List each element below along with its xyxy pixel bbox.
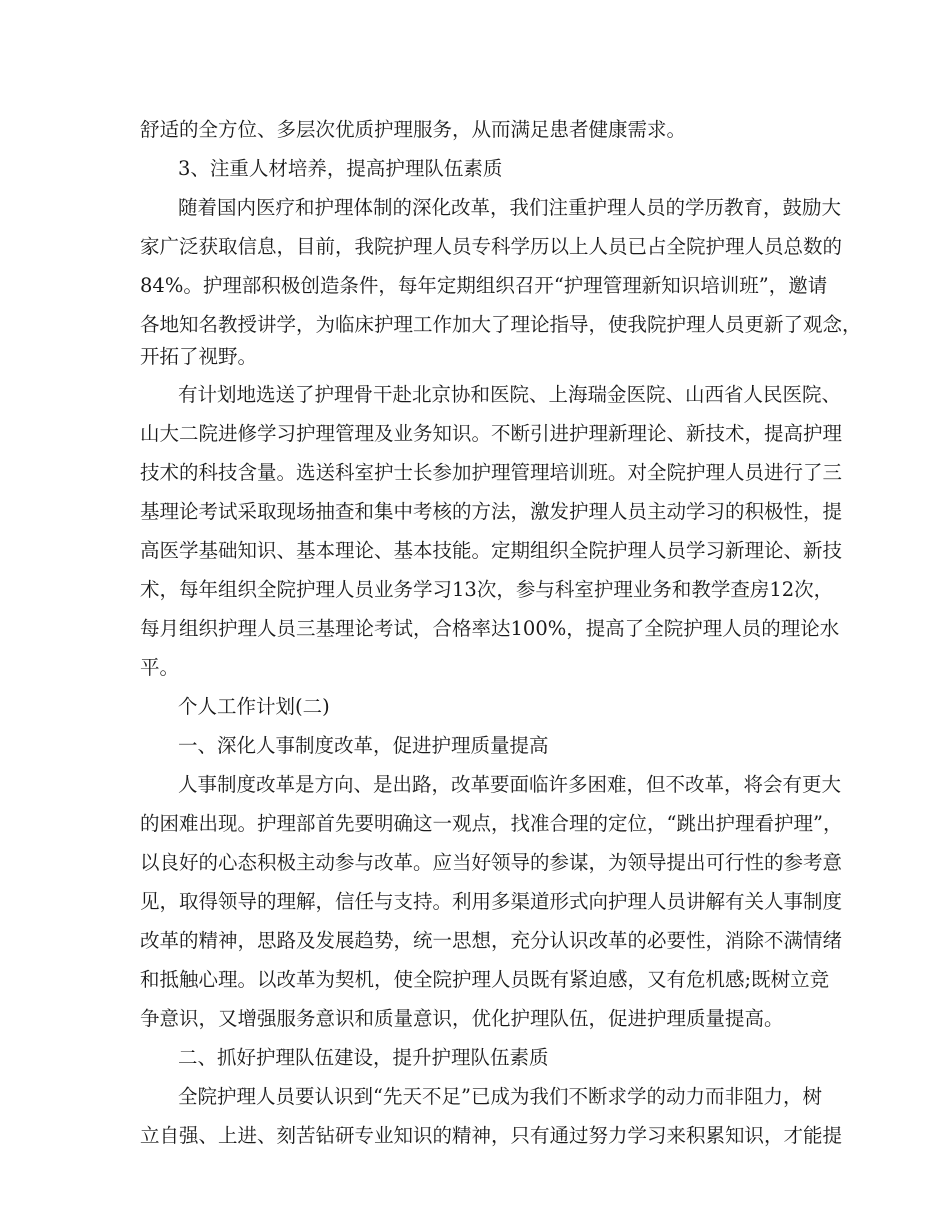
paragraph-line: 高医学基础知识、基本理论、基本技能。定期组织全院护理人员学习新理论、新技: [140, 539, 843, 562]
section-heading: 二、抓好护理队伍建设，提升护理队伍素质: [178, 1046, 549, 1069]
paragraph-line: 开拓了视野。: [140, 345, 258, 368]
paragraph-line: 人事制度改革是方向、是出路，改革要面临许多困难，但不改革，将会有更大: [178, 773, 842, 796]
section-heading: 一、深化人事制度改革，促进护理质量提高: [178, 734, 549, 757]
paragraph-line: 和抵触心理。以改革为契机，使全院护理人员既有紧迫感，又有危机感;既树立竞: [140, 968, 830, 991]
paragraph-line: 家广泛获取信息，目前，我院护理人员专科学历以上人员已占全院护理人员总数的: [140, 235, 843, 258]
paragraph-line: 争意识，又增强服务意识和质量意识，优化护理队伍，促进护理质量提高。: [140, 1007, 784, 1030]
paragraph-line: 全院护理人员要认识到“先天不足”已成为我们不断求学的动力而非阻力，树: [178, 1085, 822, 1108]
paragraph-line: 每月组织护理人员三基理论考试，合格率达100%，提高了全院护理人员的理论水: [140, 617, 840, 640]
paragraph-line: 立自强、上进、刻苦钻研专业知识的精神，只有通过努力学习来积累知识，才能提: [140, 1124, 843, 1147]
paragraph-line: 各地知名教授讲学，为临床护理工作加大了理论指导，使我院护理人员更新了观念，: [140, 313, 862, 336]
paragraph-line: 见，取得领导的理解，信任与支持。利用多渠道形式向护理人员讲解有关人事制度: [140, 890, 843, 913]
paragraph-line: 基理论考试采取现场抽查和集中考核的方法，激发护理人员主动学习的积极性，提: [140, 500, 843, 523]
paragraph-line: 84%。护理部积极创造条件，每年定期组织召开“护理管理新知识培训班”，邀请: [140, 274, 828, 297]
paragraph-line: 的困难出现。护理部首先要明确这一观点，找准合理的定位，“跳出护理看护理”，: [140, 812, 843, 835]
paragraph-line: 技术的科技含量。选送科室护士长参加护理管理培训班。对全院护理人员进行了三: [140, 461, 843, 484]
paragraph-line: 平。: [140, 656, 180, 679]
paragraph-line: 改革的精神，思路及发展趋势，统一思想，充分认识改革的必要性，消除不满情绪: [140, 929, 843, 952]
paragraph-line: 术，每年组织全院护理人员业务学习13次，参与科室护理业务和教学查房12次，: [140, 578, 834, 601]
section-title: 个人工作计划(二): [178, 695, 330, 718]
body-text-line: 舒适的全方位、多层次优质护理服务，从而满足患者健康需求。: [140, 118, 687, 141]
paragraph-line: 有计划地选送了护理骨干赴北京协和医院、上海瑞金医院、山西省人民医院、: [178, 383, 842, 406]
section-heading: 3、注重人材培养，提高护理队伍素质: [178, 157, 503, 180]
paragraph-line: 随着国内医疗和护理体制的深化改革，我们注重护理人员的学历教育，鼓励大: [178, 196, 842, 219]
paragraph-line: 山大二院进修学习护理管理及业务知识。不断引进护理新理论、新技术，提高护理: [140, 422, 843, 445]
paragraph-line: 以良好的心态积极主动参与改革。应当好领导的参谋，为领导提出可行性的参考意: [140, 851, 843, 874]
